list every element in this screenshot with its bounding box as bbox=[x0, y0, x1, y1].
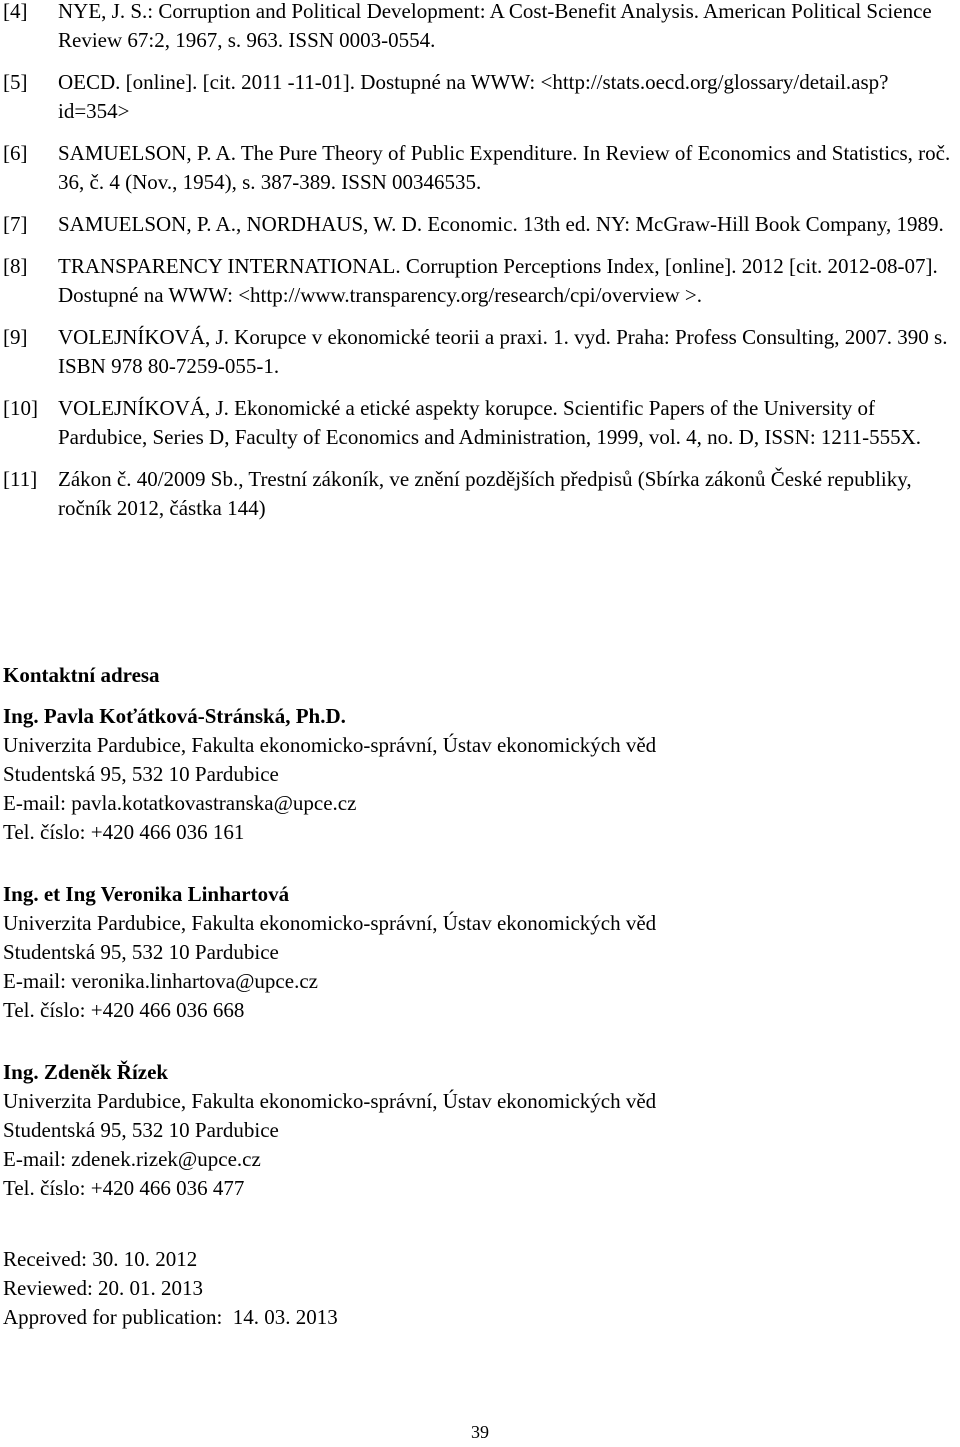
reference-number: [6] bbox=[3, 141, 28, 165]
reference-text: Zákon č. 40/2009 Sb., Trestní zákoník, ve znění pozdějších předpisů (Sbírka zákonů České republiky, ročník 2012, částka 144) bbox=[58, 467, 912, 520]
reference-item bbox=[3, 323, 959, 381]
reference-list bbox=[3, 0, 959, 536]
reference-item bbox=[3, 139, 959, 197]
reference-number: [4] bbox=[3, 0, 28, 23]
author-block bbox=[3, 702, 953, 847]
author-address: Studentská 95, 532 10 Pardubice bbox=[3, 1118, 279, 1142]
reference-text: NYE, J. S.: Corruption and Political Development: A Cost-Benefit Analysis. American Political Science Review 67:2, 1967, s. 963. ISSN 0003-0554. bbox=[58, 0, 932, 52]
author-affiliation: Univerzita Pardubice, Fakulta ekonomicko-správní, Ústav ekonomických věd bbox=[3, 911, 657, 935]
reference-item bbox=[3, 465, 959, 523]
author-phone: Tel. číslo: +420 466 036 477 bbox=[3, 1176, 245, 1200]
author-name: Ing. et Ing Veronika Linhartová bbox=[3, 882, 290, 906]
reference-item bbox=[3, 394, 959, 452]
reference-number: [7] bbox=[3, 212, 28, 236]
author-email: E-mail: pavla.kotatkovastranska@upce.cz bbox=[3, 791, 357, 815]
reference-number: [11] bbox=[3, 467, 38, 491]
reference-item bbox=[3, 0, 959, 55]
reference-text: SAMUELSON, P. A. The Pure Theory of Public Expenditure. In Review of Economics and Statistics, roč. 36, č. 4 (Nov., 1954), s. 387-389. ISSN 00346535. bbox=[58, 141, 951, 194]
reference-item bbox=[3, 68, 959, 126]
reviewed-date: Reviewed: 20. 01. 2013 bbox=[3, 1276, 204, 1300]
author-name: Ing. Pavla Koťátková-Stránská, Ph.D. bbox=[3, 704, 346, 728]
author-affiliation: Univerzita Pardubice, Fakulta ekonomicko-správní, Ústav ekonomických věd bbox=[3, 1089, 657, 1113]
reference-number: [10] bbox=[3, 396, 38, 420]
author-email: E-mail: zdenek.rizek@upce.cz bbox=[3, 1147, 261, 1171]
author-address: Studentská 95, 532 10 Pardubice bbox=[3, 762, 279, 786]
reference-text: TRANSPARENCY INTERNATIONAL. Corruption Perceptions Index, [online]. 2012 [cit. 2012-08-07]. Dostupné na WWW: <http://www.transparency.org/research/cpi/overview >. bbox=[58, 254, 938, 307]
reference-text: VOLEJNÍKOVÁ, J. Korupce v ekonomické teorii a praxi. 1. vyd. Praha: Profess Consulting, 2007. 390 s. ISBN 978 80-7259-055-1. bbox=[58, 325, 948, 378]
reference-text: SAMUELSON, P. A., NORDHAUS, W. D. Economic. 13th ed. NY: McGraw-Hill Book Company, 1989. bbox=[58, 212, 944, 236]
author-email: E-mail: veronika.linhartova@upce.cz bbox=[3, 969, 318, 993]
author-block bbox=[3, 1058, 953, 1203]
author-address: Studentská 95, 532 10 Pardubice bbox=[3, 940, 279, 964]
approved-date: Approved for publication: 14. 03. 2013 bbox=[3, 1305, 338, 1329]
reference-number: [5] bbox=[3, 70, 28, 94]
reference-item bbox=[3, 252, 959, 310]
author-phone: Tel. číslo: +420 466 036 161 bbox=[3, 820, 245, 844]
author-block bbox=[3, 880, 953, 1025]
author-phone: Tel. číslo: +420 466 036 668 bbox=[3, 998, 245, 1022]
reference-number: [8] bbox=[3, 254, 28, 278]
page-number: 39 bbox=[471, 1422, 489, 1442]
reference-text: OECD. [online]. [cit. 2011 -11-01]. Dostupné na WWW: <http://stats.oecd.org/glossary/detail.asp?id=354> bbox=[58, 70, 889, 123]
publication-dates bbox=[3, 1245, 338, 1332]
received-date: Received: 30. 10. 2012 bbox=[3, 1247, 198, 1271]
reference-item bbox=[3, 210, 959, 239]
author-affiliation: Univerzita Pardubice, Fakulta ekonomicko-správní, Ústav ekonomických věd bbox=[3, 733, 657, 757]
reference-text: VOLEJNÍKOVÁ, J. Ekonomické a etické aspekty korupce. Scientific Papers of the University of Pardubice, Series D, Faculty of Economics and Administration, 1999, vol. 4, no. D, ISSN: 1211-555X. bbox=[58, 396, 922, 449]
contact-heading: Kontaktní adresa bbox=[3, 663, 160, 687]
author-name: Ing. Zdeněk Řízek bbox=[3, 1060, 169, 1084]
reference-number: [9] bbox=[3, 325, 28, 349]
